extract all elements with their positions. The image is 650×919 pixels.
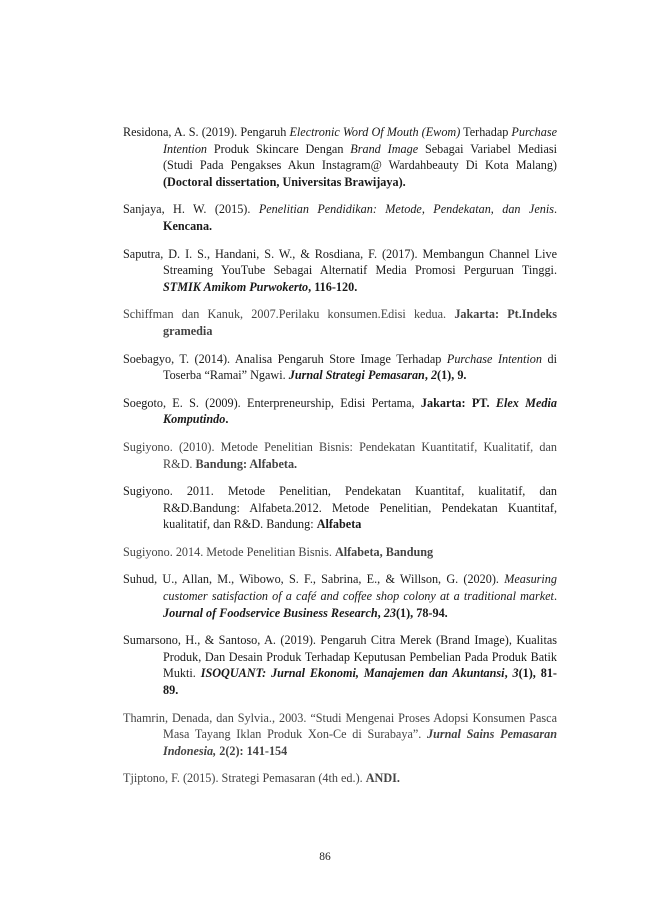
reference-text: . bbox=[553, 202, 558, 217]
reference-text: Purchase Intention bbox=[163, 125, 557, 156]
reference-entry bbox=[123, 201, 557, 234]
reference-entry bbox=[123, 632, 557, 698]
reference-entry bbox=[123, 544, 557, 561]
reference-entry bbox=[123, 306, 557, 339]
reference-text: Brand Image bbox=[350, 141, 419, 156]
reference-text: Saputra, D. I. S., Handani, S. W., & Rosdiana, F. (2017). Membangun Channel Live Streaming YouTube Sebagai Alternatif Media Promosi Perguruan Tinggi. bbox=[123, 246, 557, 278]
reference-text: Tjiptono, F. (2015). Strategi Pemasaran (4th ed.). bbox=[123, 771, 366, 786]
reference-text: Jurnal Sains Pemasaran Indonesia, bbox=[163, 727, 557, 758]
reference-entry bbox=[123, 483, 557, 533]
reference-text: Produk Skincare Dengan bbox=[207, 141, 351, 156]
reference-text: Sebagai Variabel Mediasi (Studi Pada Pengakses Akun Instagram@ Wardahbeauty Di Kota Malang) bbox=[163, 141, 557, 173]
reference-entry bbox=[123, 124, 557, 190]
reference-text: Elex Media Komputindo bbox=[163, 395, 558, 427]
reference-entry bbox=[123, 246, 557, 296]
reference-text: (1), 78-94. bbox=[395, 605, 448, 620]
reference-text: di Toserba “Ramai” Ngawi. bbox=[163, 351, 557, 383]
reference-text: Sugiyono. 2011. Metode Penelitian, Pendekatan Kuantitaf, kualitatif, dan R&D.Bandung: Alfabeta.2012. Metode Penelitian, Pendekatan Kuantitaf, kualitatif, dan R&D. Bandung: bbox=[123, 484, 557, 532]
reference-text: Electronic Word Of Mouth (Ewom) bbox=[289, 125, 461, 139]
reference-entry bbox=[123, 395, 557, 428]
reference-text: STMIK Amikom Purwokerto bbox=[163, 279, 309, 294]
reference-text: Jakarta: Pt.Indeks gramedia bbox=[163, 307, 557, 338]
reference-text: . bbox=[553, 589, 557, 604]
reference-text: Measuring customer satisfaction of a café and coffee shop colony at a traditional market bbox=[163, 572, 557, 604]
reference-text: Soebagyo, T. (2014). Analisa Pengaruh Store Image Terhadap bbox=[123, 351, 447, 366]
reference-entry bbox=[123, 439, 557, 472]
reference-text: . bbox=[225, 412, 229, 427]
reference-text: (1), 81-89. bbox=[163, 666, 557, 698]
reference-text: , bbox=[377, 605, 384, 620]
reference-entry bbox=[123, 770, 557, 787]
reference-text: (1), 9. bbox=[437, 368, 467, 383]
reference-entry bbox=[123, 351, 557, 384]
reference-text: Journal of Foodservice Business Research bbox=[163, 605, 378, 620]
page-number: 86 bbox=[319, 851, 331, 863]
reference-text: 23 bbox=[383, 605, 396, 620]
reference-text: Kencana. bbox=[163, 218, 213, 233]
reference-text: Sumarsono, H., & Santoso, A. (2019). Pengaruh Citra Merek (Brand Image), Kualitas Produk, Dan Desain Produk Terhadap Keputusan Pembelian Pada Produk Batik Mukti. bbox=[123, 633, 557, 681]
reference-text: Sanjaya, H. W. (2015). bbox=[123, 202, 259, 217]
reference-text: , bbox=[504, 666, 513, 681]
reference-text: 2 bbox=[430, 368, 438, 383]
reference-text: Suhud, U., Allan, M., Wibowo, S. F., Sabrina, E., & Willson, G. (2020). bbox=[123, 572, 505, 587]
reference-text: , bbox=[424, 368, 431, 383]
reference-list bbox=[123, 124, 557, 798]
reference-text: Sugiyono. (2010). Metode Penelitian Bisnis: Pendekatan Kuantitatif, Kualitatif, dan R&D. bbox=[123, 439, 557, 471]
reference-entry bbox=[123, 571, 557, 621]
reference-text: , 116-120. bbox=[308, 279, 358, 294]
reference-text: Residona, A. S. (2019). Pengaruh bbox=[123, 125, 290, 139]
reference-text: Jakarta: PT. bbox=[420, 395, 496, 410]
reference-text: Alfabeta, Bandung bbox=[334, 544, 434, 559]
reference-text: ANDI. bbox=[365, 771, 400, 786]
reference-text: (Doctoral dissertation, Universitas Brawijaya). bbox=[163, 174, 406, 189]
reference-text: 2(2): 141-154 bbox=[216, 743, 288, 758]
reference-entry bbox=[123, 710, 557, 760]
reference-text: Thamrin, Denada, dan Sylvia., 2003. “Studi Mengenai Proses Adopsi Konsumen Pasca Masa Tayang Iklan Produk Xon-Ce di Surabaya”. bbox=[123, 710, 557, 742]
reference-text: Purchase Intention bbox=[446, 351, 542, 366]
reference-text: Penelitian Pendidikan: Metode, Pendekatan, dan Jenis bbox=[258, 202, 554, 217]
reference-text: Alfabeta bbox=[316, 517, 362, 532]
reference-text: Soegoto, E. S. (2009). Enterpreneurship, Edisi Pertama, bbox=[123, 395, 421, 410]
reference-text: Bandung: Alfabeta. bbox=[195, 456, 298, 471]
reference-text: Jurnal Strategi Pemasaran bbox=[288, 368, 425, 383]
reference-text: Sugiyono. 2014. Metode Penelitian Bisnis. bbox=[123, 544, 335, 559]
reference-text: Schiffman dan Kanuk, 2007.Perilaku konsumen.Edisi kedua. bbox=[123, 307, 455, 322]
reference-text: Terhadap bbox=[460, 125, 512, 139]
reference-text: ISOQUANT: Jurnal Ekonomi, Manajemen dan Akuntansi bbox=[200, 666, 505, 681]
reference-text: 3 bbox=[512, 666, 519, 681]
